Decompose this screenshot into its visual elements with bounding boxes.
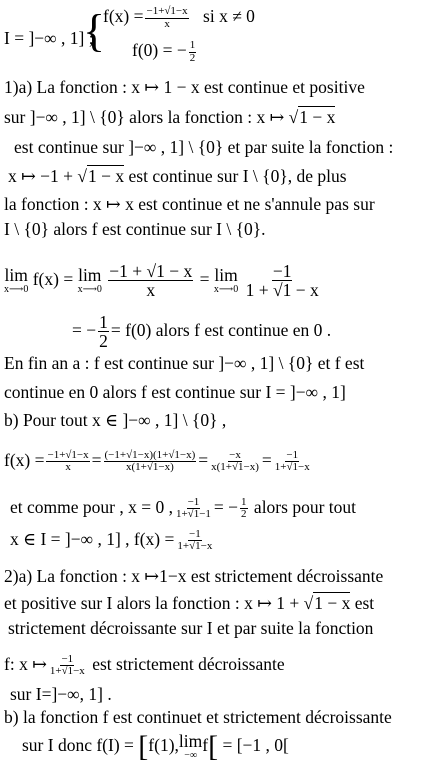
- fraction: [49, 654, 86, 678]
- fraction: [145, 6, 188, 30]
- image-equation: [22, 728, 289, 762]
- numerator: 1: [189, 39, 196, 51]
- lim: lim: [214, 265, 238, 286]
- text: = [−1 , 0[: [222, 735, 289, 755]
- numerator: 1: [99, 312, 108, 333]
- text-line: [4, 645, 285, 683]
- denominator: 2: [241, 508, 247, 521]
- numerator: −1: [189, 527, 201, 540]
- text-line: b) la fonction f est continuet et strictement décroissante: [4, 707, 392, 727]
- denominator: 2: [99, 331, 108, 352]
- text: =: [198, 450, 209, 470]
- limit-equation: [4, 260, 322, 300]
- text: = −: [72, 320, 97, 340]
- text: f: x ↦: [4, 654, 47, 674]
- lim: lim: [78, 265, 102, 286]
- numerator: 1: [241, 495, 247, 508]
- denominator: 1+√1−1: [175, 508, 211, 521]
- fraction: [175, 497, 212, 521]
- fraction: [189, 40, 197, 64]
- denominator: x: [164, 17, 170, 30]
- text: f: [202, 735, 209, 755]
- fraction: [108, 262, 193, 300]
- text-line: 1)a) La fonction : x ↦ 1 − x est continue et positive: [4, 77, 365, 97]
- domain-definition: I = ]−∞ , 1] ;: [4, 28, 94, 48]
- denominator: 1+√1−x: [49, 665, 85, 678]
- numerator: −1+√1−x: [146, 5, 188, 17]
- text: est continue sur I \ {0}, de plus: [124, 166, 347, 186]
- text: sur I donc f(I) =: [22, 735, 134, 755]
- numerator: −1: [61, 652, 74, 665]
- denominator: x: [146, 280, 156, 301]
- fraction: [245, 262, 320, 300]
- numerator: −1+√1−x: [47, 448, 89, 461]
- text: = f(0) alors f est continue en 0 .: [110, 320, 332, 340]
- system-brace: {: [83, 5, 106, 56]
- fraction: [274, 450, 311, 474]
- numerator: −1 + √1 − x: [109, 261, 193, 282]
- text-line: est continue sur ]−∞ , 1] \ {0} et par suite la fonction :: [14, 137, 394, 157]
- piecewise-case-1: [103, 6, 255, 30]
- denominator: 1+√1−x: [177, 540, 213, 553]
- denominator: 1 + √1 − x: [245, 280, 319, 301]
- text-line: strictement décroissante sur I et par suite la fonction: [8, 618, 374, 638]
- text: et comme pour , x = 0 ,: [10, 497, 173, 517]
- fraction: [98, 313, 109, 351]
- text-line: [10, 521, 215, 557]
- denominator: x: [65, 461, 71, 474]
- denominator: 1+√1−x: [274, 461, 310, 474]
- lim: lim: [4, 265, 28, 286]
- piecewise-case-2: [132, 40, 198, 64]
- text-line: b) Pour tout x ∈ ]−∞ , 1] \ {0} ,: [4, 410, 227, 430]
- lim-sub: x⟶0: [4, 283, 29, 295]
- lim-sub: x⟶0: [213, 283, 239, 295]
- left-bracket: [: [138, 729, 149, 763]
- text-line: [10, 489, 356, 525]
- text: f(x) =: [4, 450, 45, 470]
- text: =: [199, 269, 210, 289]
- fraction: [104, 450, 197, 474]
- fraction: [240, 497, 248, 521]
- simplification-equation: [4, 440, 313, 480]
- text: =: [91, 450, 102, 470]
- text: sur ]−∞ , 1] \ {0} alors la fonction : x ↦ √: [4, 107, 299, 127]
- denominator: x(1+√1−x): [126, 461, 174, 474]
- fraction: [176, 529, 213, 553]
- numerator: −x: [229, 448, 241, 461]
- text-line: En fin an a : f est continue sur ]−∞ , 1] \ {0} et f est: [4, 353, 365, 373]
- text-line: sur I=]−∞, 1] .: [10, 684, 112, 704]
- condition: si x ≠ 0: [203, 6, 255, 27]
- limit-operator: [214, 267, 238, 295]
- right-bracket: [: [208, 729, 219, 763]
- sqrt-radicand: 1 − x: [299, 107, 336, 127]
- limit-operator: [78, 267, 102, 295]
- lim-sub: x⟶0: [77, 283, 102, 295]
- text-line: continue en 0 alors f est continue sur I = ]−∞ , 1]: [4, 382, 346, 402]
- text: f(1),: [148, 735, 179, 755]
- text-line: [8, 166, 347, 186]
- lim-sub: −∞: [184, 749, 197, 761]
- numerator: −1: [272, 261, 292, 282]
- text: = −: [213, 497, 239, 517]
- text-line: [4, 593, 374, 613]
- text-line: [4, 107, 335, 127]
- fraction: [210, 450, 260, 474]
- text: et positive sur I alors la fonction : x ↦ 1 + √: [4, 593, 314, 613]
- lim: lim: [178, 731, 203, 752]
- text: f(x) =: [32, 269, 74, 289]
- text: f(0) = −: [132, 40, 187, 61]
- numerator: −1: [187, 495, 200, 508]
- limit-result: [72, 312, 331, 351]
- text: alors pour tout: [249, 497, 356, 517]
- numerator: (−1+√1−x)(1+√1−x): [104, 448, 196, 461]
- fraction: [46, 450, 89, 474]
- limit-operator: [179, 733, 202, 761]
- text: est: [350, 593, 375, 613]
- denominator: 2: [189, 51, 196, 64]
- text: x ↦ −1 + √: [8, 166, 88, 186]
- text-line: 2)a) La fonction : x ↦1−x est strictement décroissante: [4, 566, 384, 586]
- denominator: x(1+√1−x): [211, 461, 259, 474]
- sqrt-radicand: 1 − x: [314, 593, 351, 613]
- text-line: la fonction : x ↦ x est continue et ne s'annule pas sur: [4, 194, 375, 214]
- text: f(x) =: [103, 6, 144, 27]
- numerator: −1: [286, 448, 299, 461]
- text-line: I \ {0} alors f est continue sur I \ {0}.: [4, 219, 266, 239]
- sqrt-radicand: 1 − x: [88, 166, 125, 186]
- text: =: [261, 450, 272, 470]
- text: est strictement décroissante: [87, 654, 285, 674]
- text: x ∈ I = ]−∞ , 1] , f(x) =: [10, 529, 175, 549]
- limit-operator: [4, 267, 28, 295]
